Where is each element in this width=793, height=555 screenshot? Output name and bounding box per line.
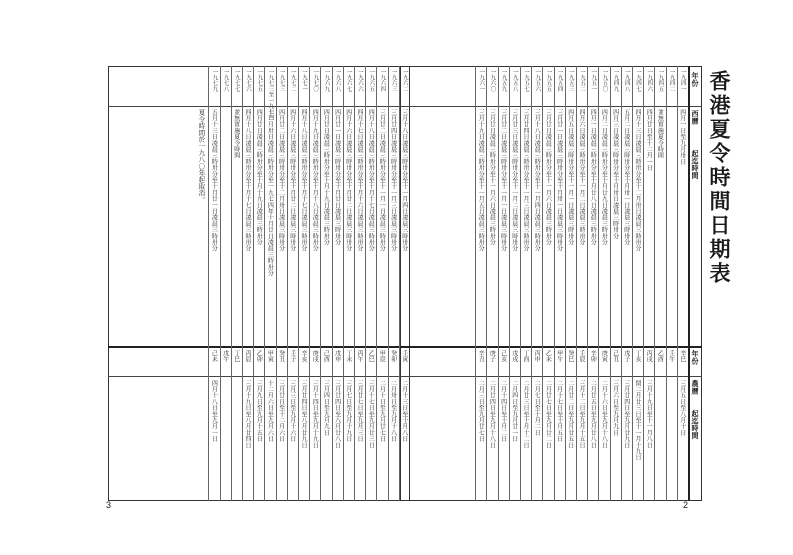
row-western-date: 三月廿四日凌晨三時卅分至十一月三日凌晨三時卅分: [389, 109, 397, 252]
row-year: 一九四五: [657, 69, 664, 92]
row-ganzhi: 丙戌: [645, 350, 653, 363]
row-year: 一九六三: [390, 69, 397, 92]
row-year: 一九四二: [668, 69, 675, 92]
row-divider: [208, 66, 209, 501]
row-lunar-date: 三月十四日至九月十九日: [311, 380, 319, 449]
row-ganzhi: 壬午: [667, 350, 675, 363]
row-western-date: 四月廿日凌晨三時卅分至十月十九日凌晨三時卅分: [255, 109, 263, 246]
row-lunar-date: 三月四日至九月九日: [322, 380, 330, 436]
row-year: 一九七八: [222, 69, 229, 92]
row-year: 一九五〇: [601, 69, 608, 92]
row-western-date: 三月廿一日凌晨三時卅分至十月卅一日凌晨三時卅分: [555, 109, 563, 252]
row-ganzhi: 庚戌: [311, 350, 319, 363]
row-ganzhi: 癸巳: [566, 350, 574, 363]
row-year: 一九五二: [579, 69, 585, 92]
row-lunar-date: 三月三日至九月十六日: [288, 380, 296, 442]
row-western-date: 十二月卅日凌晨三時卅分至一九七四年十月廿日凌晨三時卅分: [266, 109, 274, 277]
row-western-date: 四月一日至九月卅日: [678, 109, 686, 165]
row-western-date: 三月廿四日凌晨三時卅分至十一月三日凌晨三時卅分: [522, 109, 529, 252]
row-divider: [486, 66, 487, 501]
row-divider: [498, 66, 499, 501]
page-number-right: 2: [683, 500, 689, 510]
row-year: 一九五五: [545, 69, 552, 92]
row-western-date: 三月廿三日凌晨三時卅分至十一月二日凌晨三時卅分: [510, 109, 518, 252]
row-western-date: 三月廿日凌晨三時卅分至十一月六日凌晨三時卅分: [544, 109, 552, 246]
row-ganzhi: 辛亥: [300, 350, 307, 363]
row-western-date: 四月十六日凌晨三時卅分至十月廿二日凌晨三時卅分: [288, 109, 296, 252]
row-year: 一九六一: [478, 69, 485, 92]
row-lunar-date: 四月十八日至九月一日: [210, 380, 218, 442]
row-divider: [610, 66, 611, 501]
row-ganzhi: 丙申: [533, 350, 541, 363]
page-number-left: 3: [106, 500, 112, 510]
row-year: 一九六九: [323, 69, 330, 92]
row-western-date: 並無實施夏令時間: [656, 109, 664, 159]
row-year: 一九七六: [245, 69, 251, 92]
row-western-date: 四月二日凌晨三時卅分至十月廿九日凌晨三時卅分: [600, 109, 608, 246]
row-western-date: 四月廿二日凌晨三時卅分至十二月卅日凌晨三時卅分: [277, 109, 285, 252]
row-western-date: 四月五日凌晨三時卅分至十一月一日凌晨三時卅分: [566, 109, 574, 246]
row-western-date: 四月十九日凌晨三時卅分至十月十八日凌晨三時卅分: [311, 109, 319, 252]
row-divider: [388, 66, 389, 501]
column-divider: [688, 66, 690, 501]
row-year: 一九四七: [635, 69, 641, 92]
row-lunar-date: 三月廿四日至八月廿八日: [333, 380, 341, 449]
row-divider: [309, 66, 310, 501]
row-western-date: 五月二日凌晨三時卅分至十月卅一日凌晨三時卅分: [622, 109, 630, 246]
row-year: 一九六六: [357, 69, 363, 92]
row-divider: [332, 66, 333, 501]
row-year: 一九七九: [211, 69, 218, 92]
row-lunar-date: 二月三日至九月廿七日: [477, 380, 485, 442]
header-lunar-start-time: 起迄時間: [691, 410, 699, 439]
row-lunar-date: 二月十四日至十月二日: [499, 380, 507, 442]
row-ganzhi: 戊子: [622, 350, 630, 363]
row-ganzhi: 戊申: [333, 350, 341, 363]
row-lunar-date: 二月廿四日至九月十八日: [488, 380, 496, 449]
header-start-time: 起迄時間: [691, 150, 699, 179]
row-divider: [554, 66, 555, 501]
row-ganzhi: 壬辰: [578, 350, 585, 363]
row-western-date: 三月十八日凌晨三時卅分至十一月四日凌晨三時卅分: [400, 109, 408, 252]
row-year: 一九六七: [345, 69, 352, 92]
row-year: 一九五六: [534, 69, 541, 92]
row-year: 一九四八: [623, 69, 630, 92]
row-western-date: 四月三日凌晨三時卅分至十月卅日凌晨三時卅分: [611, 109, 619, 240]
row-ganzhi: 丁巳: [232, 350, 240, 363]
row-ganzhi: 丙午: [356, 350, 363, 363]
row-ganzhi: 丁未: [344, 350, 352, 363]
row-lunar-date: 三月七日至九月十九日: [344, 380, 352, 442]
row-divider: [298, 66, 299, 501]
row-ganzhi: 甲寅: [266, 350, 274, 363]
row-ganzhi: 辛巳: [678, 350, 686, 363]
row-ganzhi: 己亥: [499, 350, 507, 363]
row-ganzhi: 癸丑: [277, 350, 285, 363]
row-ganzhi: 戊午: [221, 350, 229, 363]
row-lunar-date: 二月十日至九月廿七日: [378, 380, 386, 442]
row-year: 一九五九: [500, 69, 507, 92]
row-divider: [531, 66, 532, 501]
row-western-date: 三月廿二日凌晨三時卅分至十一月一日凌晨三時卅分: [499, 109, 507, 252]
row-western-date: 四月十六日凌晨三時卅分至十月廿二日凌晨三時卅分: [344, 109, 352, 252]
row-year: 一九七七: [233, 69, 240, 92]
row-western-date: 四月十八日凌晨三時卅分至十月十七日凌晨三時卅分: [244, 109, 251, 252]
row-ganzhi: 乙卯: [255, 350, 263, 363]
row-ganzhi: 甲辰: [378, 350, 386, 363]
header-year: 年份: [691, 72, 699, 87]
row-ganzhi: 乙酉: [656, 350, 664, 363]
row-year: 一九七三至一九七四: [267, 69, 274, 121]
row-divider: [576, 66, 577, 501]
row-year: 一九五一: [590, 69, 597, 92]
row-western-date: 四月十八日凌晨三時卅分至十月十七日凌晨三時卅分: [367, 109, 375, 252]
row-year: 一九四六: [646, 69, 653, 92]
row-year: 一九四九: [612, 69, 619, 92]
row-lunar-date: 二月十三日至十月八日: [400, 380, 408, 442]
row-lunar-date: 三月廿日至十二月六日: [277, 380, 285, 442]
row-western-date: 三月廿二日凌晨三時卅分至十一月一日凌晨三時卅分: [378, 109, 386, 252]
row-ganzhi: 辛卯: [589, 350, 597, 363]
row-year: 一九五七: [523, 69, 529, 92]
row-lunar-date: 三月五日至八月十日: [678, 380, 686, 436]
row-western-date: 四月廿日凌晨三時卅分至十月十九日凌晨三時卅分: [322, 109, 330, 246]
row-divider: [320, 66, 321, 501]
row-divider: [475, 66, 476, 501]
row-year: 一九六二: [401, 69, 408, 92]
row-lunar-date: 二月廿二日至九月廿五日: [566, 380, 574, 449]
row-divider: [354, 66, 355, 501]
row-ganzhi: 丁酉: [522, 350, 529, 363]
row-ganzhi: 壬寅: [400, 350, 408, 363]
footnote: 夏令時間於一九八〇年起取消。: [197, 109, 206, 203]
row-ganzhi: 辛丑: [477, 350, 485, 363]
row-divider: [287, 66, 288, 501]
divider-middle: [400, 346, 702, 348]
row-divider: [632, 66, 633, 501]
row-divider: [276, 66, 277, 501]
row-ganzhi: 己丑: [611, 350, 619, 363]
left-page-table: [108, 66, 410, 501]
row-ganzhi: 己酉: [322, 350, 330, 363]
row-lunar-date: 二月廿三日至十月十二日: [522, 380, 529, 449]
row-western-date: 四月十三日凌晨三時卅分至十二月卅日凌晨三時卅分: [634, 109, 641, 252]
row-year: 一九四一: [679, 69, 686, 92]
row-western-date: 四月六日凌晨三時卅分至十一月二日凌晨三時卅分: [578, 109, 585, 246]
page-title: 香港夏令時間日期表: [707, 70, 732, 286]
row-lunar-date: 三月廿四日至八月廿九日: [300, 380, 307, 449]
row-divider: [542, 66, 543, 501]
header-lunar: 農曆: [691, 380, 699, 395]
row-western-date: 四月十七日凌晨三時卅分至十月十六日凌晨三時卅分: [356, 109, 363, 252]
row-ganzhi: 丙辰: [244, 350, 251, 363]
row-divider: [666, 66, 667, 501]
row-divider: [264, 66, 265, 501]
row-lunar-date: 二月廿七日至九月廿二日: [544, 380, 552, 449]
row-divider: [343, 66, 344, 501]
row-divider: [220, 66, 221, 501]
row-lunar-date: 二月七日至十月二日: [533, 380, 541, 436]
row-ganzhi: 乙未: [544, 350, 552, 363]
row-lunar-date: 三月十七日至九月廿三日: [367, 380, 375, 449]
row-western-date: 四月十八日凌晨三時卅分至十月十七日凌晨三時卅分: [300, 109, 307, 252]
row-lunar-date: 二月十七日至十月五日: [555, 380, 563, 442]
row-divider: [598, 66, 599, 501]
row-western-date: 三月廿日凌晨三時卅分至十一月六日凌晨三時卅分: [488, 109, 496, 246]
row-divider: [365, 66, 366, 501]
header-year-ganzhi: 年份: [691, 350, 699, 365]
divider-lunar-year: [400, 376, 702, 377]
row-ganzhi: 戊戌: [510, 350, 518, 363]
row-year: 一九六八: [334, 69, 341, 92]
header-western: 西曆: [691, 110, 699, 125]
row-lunar-date: 三月十九日至十一月八日: [645, 380, 653, 449]
row-ganzhi: 癸卯: [389, 350, 397, 363]
row-divider: [231, 66, 232, 501]
row-year: 一九五三: [567, 69, 574, 92]
right-page-table: [400, 66, 702, 501]
row-year: 一九六五: [368, 69, 375, 92]
row-ganzhi: 乙巳: [367, 350, 375, 363]
row-year: 一九七二: [289, 69, 296, 92]
row-lunar-date: 三月十九日至八月廿四日: [244, 380, 251, 449]
row-year: 一九七〇: [312, 69, 319, 92]
row-ganzhi: 庚寅: [600, 350, 608, 363]
row-lunar-date: 二月廿五日至九月廿八日: [589, 380, 597, 449]
row-divider: [509, 66, 510, 501]
row-divider: [376, 66, 377, 501]
row-lunar-date: 三月廿四日至九月廿九日: [622, 380, 630, 449]
row-western-date: 四月廿日至十二月一日: [645, 109, 653, 171]
row-western-date: 三月十八日凌晨三時卅分至十一月四日凌晨三時卅分: [533, 109, 541, 252]
row-year: 一九五八: [511, 69, 518, 92]
row-divider: [520, 66, 521, 501]
divider-year: [400, 106, 702, 107]
row-divider: [654, 66, 655, 501]
row-ganzhi: 壬子: [288, 350, 296, 363]
row-lunar-date: 三月十二日至九月十五日: [578, 380, 585, 449]
row-lunar-date: 三月廿七日至九月三日: [356, 380, 363, 442]
row-ganzhi: 丁亥: [634, 350, 641, 363]
row-divider: [587, 66, 588, 501]
row-year: 一九七一: [301, 69, 307, 92]
row-year: 一九六四: [379, 69, 386, 92]
row-ganzhi: 甲午: [555, 350, 563, 363]
row-western-date: 四月一日凌晨三時卅分至十月廿八日凌晨三時卅分: [589, 109, 597, 246]
row-ganzhi: 庚子: [488, 350, 496, 363]
row-year: 一九六〇: [489, 69, 496, 92]
row-divider: [565, 66, 566, 501]
row-divider: [643, 66, 644, 501]
row-western-date: 四月廿一日凌晨三時卅分至十月廿日凌晨三時卅分: [333, 109, 341, 246]
row-lunar-date: 閏二月廿三日至十一月十九日: [634, 380, 641, 461]
row-divider: [253, 66, 254, 501]
row-western-date: 三月十九日凌晨三時卅分至十一月五日凌晨三時卅分: [477, 109, 485, 252]
row-western-date: 五月十三日凌晨三時卅分至十月廿一日凌晨三時卅分: [210, 109, 218, 252]
row-lunar-date: 三月九日至九月十五日: [255, 380, 263, 442]
row-lunar-date: 十二月六日至九月六日: [266, 380, 274, 442]
row-divider: [621, 66, 622, 501]
row-year: 一九七五: [256, 69, 263, 92]
row-lunar-date: 二月十六日至九月十八日: [600, 380, 608, 449]
row-divider: [399, 66, 400, 501]
row-lunar-date: 二月卅日至九月十八日: [389, 380, 397, 442]
row-divider: [677, 66, 678, 501]
row-year: 一九七三: [278, 69, 285, 92]
row-western-date: 並無實施夏令時間: [232, 109, 240, 159]
row-lunar-date: 二月四日至九月廿一日: [510, 380, 518, 442]
row-ganzhi: 己未: [210, 350, 218, 363]
row-divider: [242, 66, 243, 501]
row-lunar-date: 三月六日至九月九日: [611, 380, 619, 436]
row-year: 一九五四: [556, 69, 563, 92]
